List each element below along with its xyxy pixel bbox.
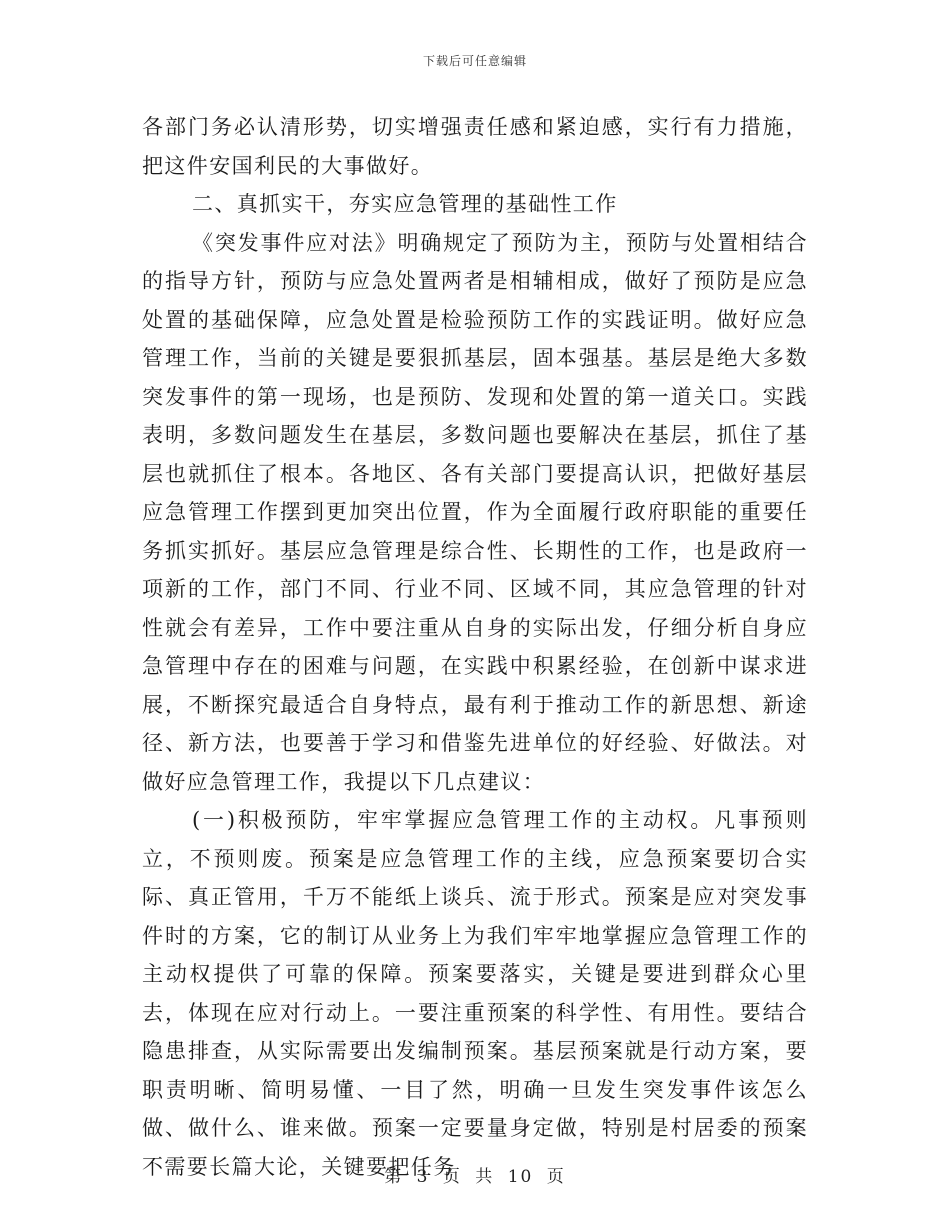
page-number-footer: 第 3 页 共 10 页 (384, 1167, 566, 1187)
document-body (142, 108, 808, 1186)
section-heading: 二、真抓实干，夯实应急管理的基础性工作 (192, 192, 618, 216)
paragraph-continuation: 各部门务必认清形势，切实增强责任感和紧迫感，实行有力措施，把这件安国利民的大事做好。 (142, 115, 808, 178)
paragraph-body: 《突发事件应对法》明确规定了预防为主，预防与处置相结合的指导方针，预防与应急处置两者是相辅相成，做好了预防是应急处置的基础保障，应急处置是检验预防工作的实践证明。做好应急管理工作，当前的关键是要狠抓基层，固本强基。基层是绝大多数突发事件的第一现场，也是预防、发现和处置的第一道关口。实践表明，多数问题发生在基层，多数问题也要解决在基层，抓住了基层也就抓住了根本。各地区、各有关部门要提高认识，把做好基层应急管理工作摆到更加突出位置，作为全面履行政府职能的重要任务抓实抓好。基层应急管理是综合性、长期性的工作，也是政府一项新的工作，部门不同、行业不同、区域不同，其应急管理的针对性就会有差异，工作中要注重从自身的实际出发，仔细分析自身应急管理中存在的困难与问题，在实践中积累经验，在创新中谋求进展，不断探究最适合自身特点，最有利于推动工作的新思想、新途径、新方法，也要善于学习和借鉴先进单位的好经验、好做法。对做好应急管理工作，我提以下几点建议： (142, 230, 808, 794)
page-header-note: 下载后可任意编辑 (422, 54, 527, 68)
paragraph-subsection-one: (一)积极预防，牢牢掌握应急管理工作的主动权。凡事预则立，不预则废。预案是应急管理工作的主线，应急预案要切合实际、真正管用，千万不能纸上谈兵、流于形式。预案是应对突发事件时的方案，它的制订从业务上为我们牢牢地掌握应急管理工作的主动权提供了可靠的保障。预案要落实，关键是要进到群众心里去，体现在应对行动上。一要注重预案的科学性、有用性。要结合隐患排查，从实际需要出发编制预案。基层预案就是行动方案，要职责明晰、简明易懂、一目了然，明确一旦发生突发事件该怎么做、做什么、谁来做。预案一定要量身定做，特别是村居委的预案不需要长篇大论，关键要把任务 (142, 808, 808, 1179)
